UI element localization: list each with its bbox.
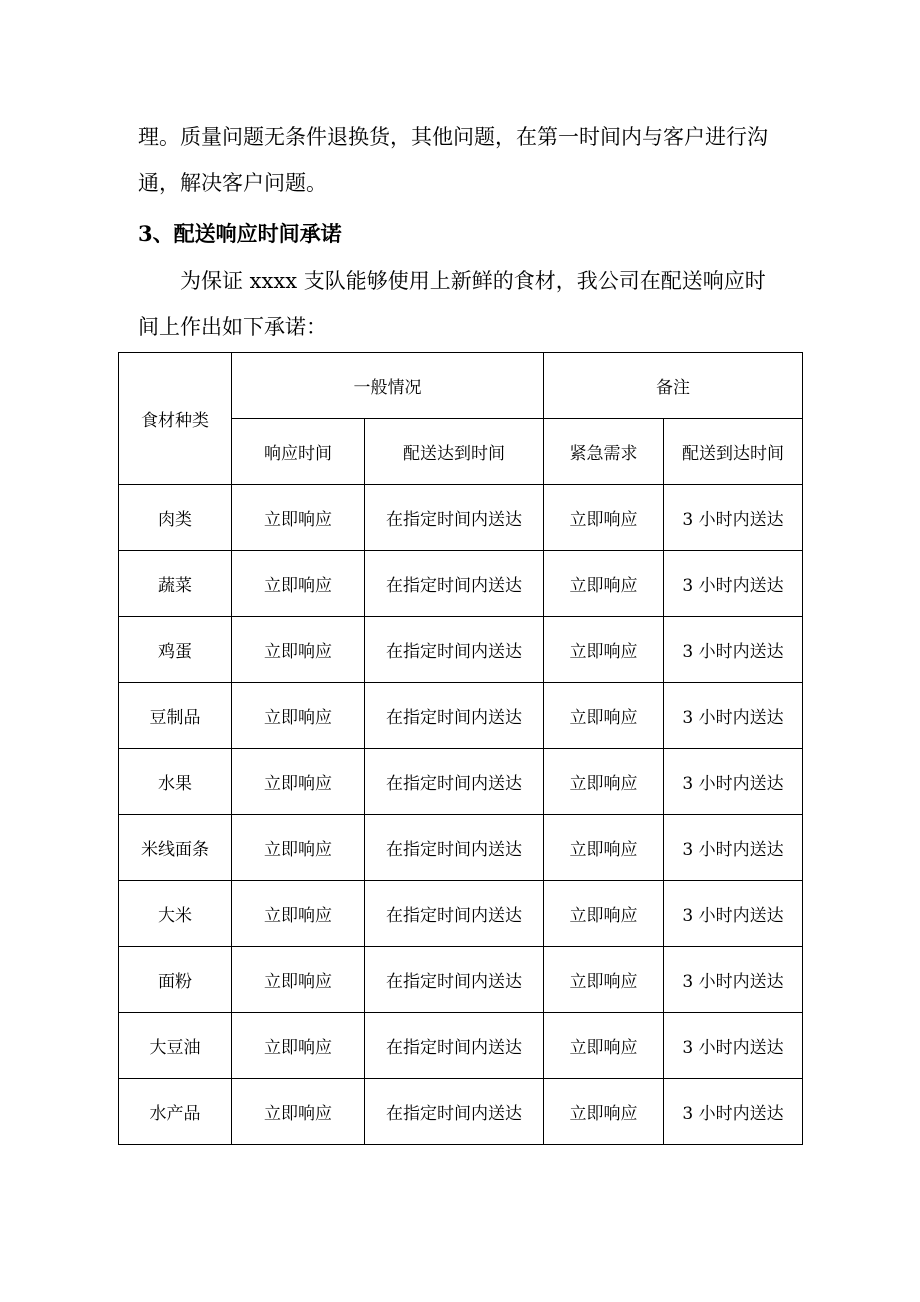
table-body (119, 353, 803, 1145)
cell-value: 3 小时内送达 (664, 485, 803, 551)
cell-value: 立即响应 (544, 1013, 664, 1079)
cell-value: 立即响应 (544, 1079, 664, 1145)
cell-value: 在指定时间内送达 (365, 683, 544, 749)
cell-value: 3 小时内送达 (664, 1079, 803, 1145)
section-line-2: 间上作出如下承诺： (138, 315, 327, 339)
table-header-row (119, 353, 803, 419)
section-line-1: 为保证 xxxx 支队能够使用上新鲜的食材，我公司在配送响应时 (180, 269, 766, 293)
cell-value: 在指定时间内送达 (365, 617, 544, 683)
table-row (119, 815, 803, 881)
cell-value: 在指定时间内送达 (365, 1013, 544, 1079)
section-paragraph (138, 258, 802, 350)
table-row (119, 617, 803, 683)
cell-value: 3 小时内送达 (664, 815, 803, 881)
table-row (119, 749, 803, 815)
cell-value: 立即响应 (544, 551, 664, 617)
cell-value: 在指定时间内送达 (365, 551, 544, 617)
cell-value: 3 小时内送达 (664, 1013, 803, 1079)
cell-value: 立即响应 (232, 1079, 365, 1145)
cell-value: 立即响应 (544, 881, 664, 947)
header-group-general: 一般情况 (232, 353, 544, 419)
cell-category: 水产品 (119, 1079, 232, 1145)
table-row (119, 947, 803, 1013)
cell-category: 豆制品 (119, 683, 232, 749)
delivery-promise-table (118, 352, 803, 1145)
cell-value: 立即响应 (544, 815, 664, 881)
intro-line-2: 通，解决客户问题。 (138, 171, 327, 195)
table-row (119, 485, 803, 551)
cell-value: 立即响应 (232, 485, 365, 551)
table-row (119, 1013, 803, 1079)
cell-value: 立即响应 (544, 749, 664, 815)
cell-value: 立即响应 (544, 683, 664, 749)
subheader-response-time: 响应时间 (232, 419, 365, 485)
cell-value: 立即响应 (232, 749, 365, 815)
cell-value: 立即响应 (232, 947, 365, 1013)
cell-value: 立即响应 (544, 617, 664, 683)
cell-category: 蔬菜 (119, 551, 232, 617)
cell-value: 3 小时内送达 (664, 749, 803, 815)
cell-value: 3 小时内送达 (664, 947, 803, 1013)
subheader-urgent-need: 紧急需求 (544, 419, 664, 485)
cell-value: 在指定时间内送达 (365, 947, 544, 1013)
header-category: 食材种类 (119, 353, 232, 485)
cell-value: 立即响应 (232, 815, 365, 881)
cell-value: 立即响应 (232, 683, 365, 749)
table-row (119, 551, 803, 617)
cell-value: 3 小时内送达 (664, 551, 803, 617)
cell-value: 立即响应 (232, 1013, 365, 1079)
cell-value: 在指定时间内送达 (365, 881, 544, 947)
cell-category: 肉类 (119, 485, 232, 551)
cell-value: 在指定时间内送达 (365, 749, 544, 815)
cell-category: 米线面条 (119, 815, 232, 881)
cell-value: 立即响应 (232, 881, 365, 947)
intro-paragraph (138, 114, 802, 206)
cell-value: 在指定时间内送达 (365, 1079, 544, 1145)
cell-category: 鸡蛋 (119, 617, 232, 683)
cell-category: 面粉 (119, 947, 232, 1013)
cell-value: 立即响应 (544, 947, 664, 1013)
cell-value: 立即响应 (232, 617, 365, 683)
header-group-remark: 备注 (544, 353, 803, 419)
table-row (119, 1079, 803, 1145)
cell-value: 在指定时间内送达 (365, 485, 544, 551)
table-row (119, 683, 803, 749)
subheader-delivery-time: 配送达到时间 (365, 419, 544, 485)
cell-category: 大豆油 (119, 1013, 232, 1079)
cell-category: 水果 (119, 749, 232, 815)
cell-value: 在指定时间内送达 (365, 815, 544, 881)
table-row (119, 881, 803, 947)
cell-value: 立即响应 (544, 485, 664, 551)
section-heading: 3、配送响应时间承诺 (138, 221, 342, 246)
cell-value: 3 小时内送达 (664, 683, 803, 749)
cell-category: 大米 (119, 881, 232, 947)
cell-value: 3 小时内送达 (664, 617, 803, 683)
subheader-arrival-time: 配送到达时间 (664, 419, 803, 485)
intro-line-1: 理。质量问题无条件退换货，其他问题，在第一时间内与客户进行沟 (138, 125, 768, 149)
cell-value: 立即响应 (232, 551, 365, 617)
cell-value: 3 小时内送达 (664, 881, 803, 947)
